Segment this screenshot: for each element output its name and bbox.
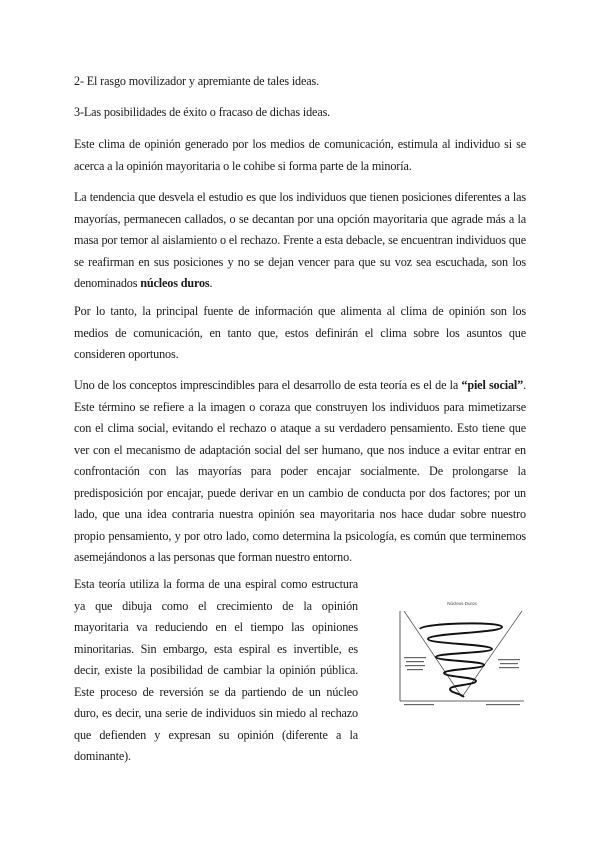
list-item-3: 3-Las posibilidades de éxito o fracaso de dichas ideas. (74, 105, 331, 119)
paragraph-piel-social-start: Uno de los conceptos imprescindibles para el desarrollo de esta teoría es el de la (74, 378, 462, 392)
paragraph-tendencia-text: La tendencia que desvela el estudio es que los individuos que tienen posiciones diferentes a las mayorías, permanecen callados, o se decantan por una opción mayoritaria que agrade más a la masa por temor al aislamiento o el rechazo. Frente a esta debacle, se encuentran individuos que se reafirman en sus posiciones y no se dejan vencer para que su voz sea escuchada, son los denominados (74, 190, 526, 290)
figure-bottom-annotation (404, 704, 520, 705)
figure-left-annotation (404, 657, 426, 670)
paragraph-espiral: Esta teoría utiliza la forma de una espiral como estructura ya que dibuja como el crecimiento de la opinión mayoritaria va reduciendo en el tiempo las opiniones minoritarias. Sin embargo, esta espiral es invertible, es decir, existe la posibilidad de cambiar la opinión pública. Este proceso de reversión se da partiendo de un núcleo duro, es decir, una serie de individuos sin miedo al rechazo que defienden y expresan su opinión (diferente a la dominante). (74, 577, 358, 763)
paragraph-tendencia-end: . (209, 276, 213, 290)
spiral-curve (420, 623, 502, 697)
list-item-2: 2- El rasgo movilizador y apremiante de tales ideas. (74, 74, 320, 88)
paragraph-fuente-informacion: Por lo tanto, la principal fuente de información que alimenta al clima de opinión son los medios de comunicación, en tanto que, estos definirán el clima sobre los asuntos que consideren oportunos. (74, 304, 526, 361)
paragraph-tendencia (74, 187, 526, 295)
paragraph-clima-opinion: Este clima de opinión generado por los medios de comunicación, estimula al individuo si se acerca a la opinión mayoritaria o le cohibe si forma parte de la minoría. (74, 137, 526, 173)
term-nucleos-duros: núcleos duros (140, 276, 210, 290)
term-piel-social: “piel social” (461, 378, 524, 392)
paragraph-piel-social-end: . Este término se refiere a la imagen o coraza que construyen los individuos para mimetizarse con el clima social, evitando el rechazo o ataque a su verdadero pensamiento. Esto tiene que ver con el mecanismo de adaptación social del ser humano, que nos induce a evitar entrar en confrontación con las mayorías para poder encajar socialmente. De prolongarse la predisposición por encajar, puede derivar en un cambio de conducta por dos factores; por un lado, que una idea contraria nuestra opinión sea mayoritaria nos hace dudar sobre nuestro propio pensamiento, y por otro lado, como determina la psicología, es común que terminemos asemejándonos a las personas que forman nuestro entorno. (74, 378, 527, 564)
spiral-of-silence-figure (394, 597, 529, 714)
paragraph-piel-social (74, 375, 526, 569)
figure-top-label: Núcleos Duros (447, 601, 477, 606)
figure-right-annotation (498, 659, 520, 668)
